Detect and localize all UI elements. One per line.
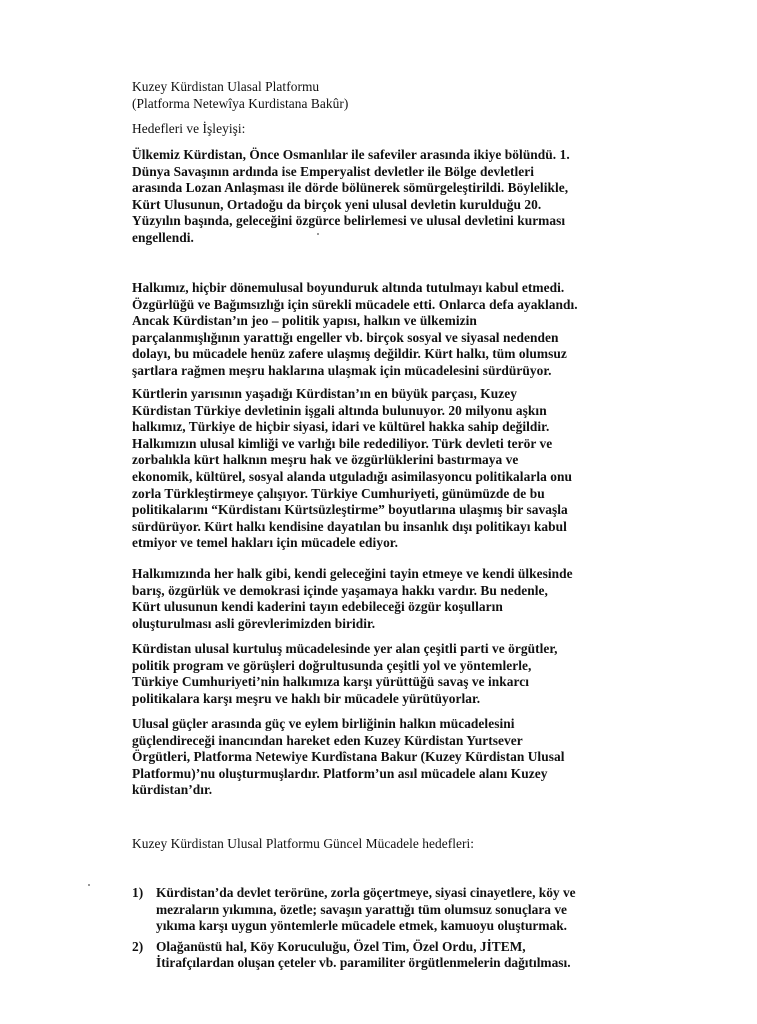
paragraph-line: halkımız, Türkiye de hiçbir siyasi, idari ve kültürel hakka sahip değildir. xyxy=(132,419,550,435)
paragraph-line: Kürt ulusunun kendi kaderini tayın edebileceği özgür koşulların xyxy=(132,599,503,615)
paragraph-line: Türkiye Cumhuriyeti’nin halkımıza karşı yürüttüğü savaş ve inkarcı xyxy=(132,674,530,690)
paragraph-6 xyxy=(132,716,632,799)
scan-speck xyxy=(317,233,319,235)
list-item xyxy=(132,885,632,935)
paragraph-line: parçalanmışlığının yarattığı engeller vb. birçok sosyal ve siyasal nedenden xyxy=(132,329,559,345)
paragraph-line: etmiyor ve temel hakları için mücadele ediyor. xyxy=(132,535,398,551)
paragraph-line: ekonomik, kültürel, sosyal alanda utguladığı asimilasyoncu politikalarla onu xyxy=(132,468,572,484)
paragraph-line: zorla Türkleştirmeye çalışıyor. Türkiye Cumhuriyeti, günümüzde de bu xyxy=(132,485,545,501)
paragraph-line: Kürt Ulusunun, Ortadoğu da birçok yeni ulusal devletin kurulduğu 20. xyxy=(132,196,542,212)
document-header xyxy=(132,79,632,112)
paragraph-line: oluşturulması asli görevlerimizden biridir. xyxy=(132,615,376,631)
paragraph-line: barış, özgürlük ve demokrasi içinde yaşamaya hakkı vardır. Bu nedenle, xyxy=(132,582,548,598)
list-item-line: İtirafçılardan oluşan çeteler vb. paramiliter örgütlenmelerin dağıtılması. xyxy=(156,955,571,971)
list-item-line: mezraların yıkımına, özetle; savaşın yarattığı tüm olumsuz sonuçlara ve xyxy=(156,901,567,917)
paragraph-1 xyxy=(132,147,632,247)
paragraph-line: Ulusal güçler arasında güç ve eylem birliğinin halkın mücadelesini xyxy=(132,716,515,731)
paragraph-line: Kürtlerin yarısının yaşadığı Kürdistan’ın en büyük parçası, Kuzey xyxy=(132,386,517,401)
paragraph-line: politikalarını “Kürdistanı Kürtsüzleştirme” boyutlarına ulaşmış bir savaşla xyxy=(132,502,568,518)
paragraph-line: Örgütleri, Platforma Netewiye Kurdîstana Bakur (Kuzey Kürdistan Ulusal xyxy=(132,749,565,765)
document-subtitle: (Platforma Netewîya Kurdistana Bakûr) xyxy=(132,95,349,111)
goals-heading-text: Kuzey Kürdistan Ulusal Platformu Güncel Mücadele hedefleri: xyxy=(132,836,475,851)
paragraph-line: kürdistan’dır. xyxy=(132,782,213,798)
list-item-line: Kürdistan’da devlet terörüne, zorla göçertmeye, siyasi cinayetlere, köy ve xyxy=(156,885,576,900)
paragraph-4 xyxy=(132,566,632,632)
paragraph-5 xyxy=(132,641,632,707)
paragraph-line: Platformu)’nu oluşturmuşlardır. Platform’un asıl mücadele alanı Kuzey xyxy=(132,765,548,781)
list-item-line: Olağanüstü hal, Köy Koruculuğu, Özel Tim, Özel Ordu, JİTEM, xyxy=(156,938,526,954)
paragraph-line: Dünya Savaşının ardında ise Emperyalist devletler ile Bölge devletleri xyxy=(132,163,534,179)
paragraph-line: Kürdistan Türkiye devletinin işgali altında bulunuyor. 20 milyonu aşkın xyxy=(132,402,547,418)
list-item xyxy=(132,939,632,972)
paragraph-line: Halkımızında her halk gibi, kendi geleceğini tayin etmeye ve kendi ülkesinde xyxy=(132,566,573,581)
paragraph-line: Ancak Kürdistan’ın jeo – politik yapısı, halkın ve ülkemizin xyxy=(132,313,477,329)
paragraph-line: sürdürüyor. Kürt halkı kendisine dayatılan bu insanlık dışı politikayı kabul xyxy=(132,518,567,534)
section-heading xyxy=(132,121,632,138)
paragraph-line: engellendi. xyxy=(132,229,194,245)
paragraph-line: zorbalıkla kürt halknın meşru hak ve özgürlüklerini bastırmaya ve xyxy=(132,452,519,468)
paragraph-line: dolayı, bu mücadele henüz zafere ulaşmış değildir. Kürt halkı, tüm olumsuz xyxy=(132,346,567,362)
paragraph-line: Özgürlüğü ve Bağımsızlığı için sürekli mücadele etti. Onlarca defa ayaklandı. xyxy=(132,296,578,312)
paragraph-3 xyxy=(132,386,632,552)
paragraph-line: politikalara karşı meşru ve haklı bir mücadele yürütüyorlar. xyxy=(132,690,481,706)
paragraph-line: güçlendireceği inancından hareket eden Kuzey Kürdistan Yurtsever xyxy=(132,732,523,748)
paragraph-2 xyxy=(132,280,632,380)
paragraph-line: arasında Lozan Anlaşması ile dörde bölünerek sömürgeleştirildi. Böylelikle, xyxy=(132,180,569,196)
paragraph-line: Kürdistan ulusal kurtuluş mücadelesinde yer alan çeşitli parti ve örgütler, xyxy=(132,641,558,656)
paragraph-line: şartlara rağmen meşru haklarına ulaşmak için mücadelesini sürdürüyor. xyxy=(132,362,552,378)
list-item-number: 1) xyxy=(132,885,144,900)
list-item-line: yıkıma karşı uygun yöntemlerle mücadele etmek, kamuoyu oluşturmak. xyxy=(156,918,568,934)
paragraph-line: Yüzyılın başında, geleceğini özgürce belirlemesi ve ulusal devletini kurması xyxy=(132,213,566,229)
paragraph-line: Halkımızın ulusal kimliği ve varlığı bile redediliyor. Türk devleti terör ve xyxy=(132,435,553,451)
list-item-number: 2) xyxy=(132,938,144,954)
document-title: Kuzey Kürdistan Ulasal Platformu xyxy=(132,79,320,94)
paragraph-line: politik program ve görüşleri doğrultusunda çeşitli yol ve yöntemlerle, xyxy=(132,657,532,673)
paragraph-line: Halkımız, hiçbir dönemulusal boyunduruk altında tutulmayı kabul etmedi. xyxy=(132,280,565,295)
scan-speck xyxy=(88,884,90,886)
goals-list xyxy=(132,885,632,976)
paragraph-line: Ülkemiz Kürdistan, Önce Osmanlılar ile safeviler arasında ikiye bölündü. 1. xyxy=(132,147,570,162)
section-heading-text: Hedefleri ve İşleyişi: xyxy=(132,121,246,136)
goals-heading xyxy=(132,836,632,853)
